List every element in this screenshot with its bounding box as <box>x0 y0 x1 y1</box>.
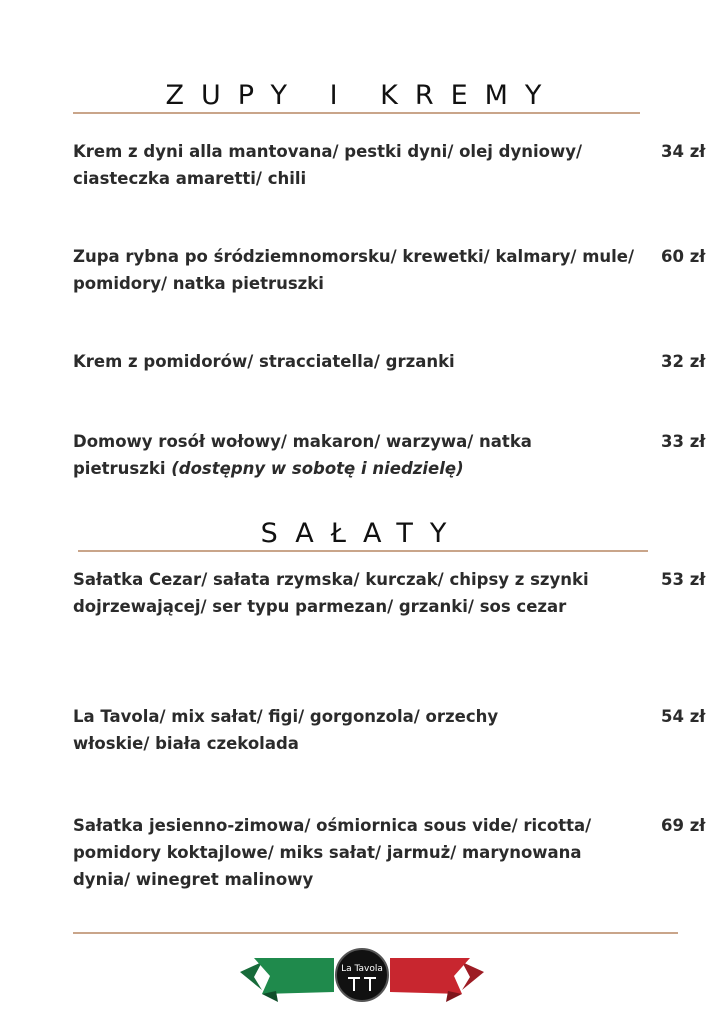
footer-divider <box>73 932 678 934</box>
menu-item <box>73 428 593 482</box>
logo-text: La Tavola <box>341 964 383 974</box>
menu-item-price: 54 zł <box>661 707 706 726</box>
menu-item-name: Krem z dyni alla mantovana/ pestki dyni/ olej dyniowy/ ciasteczka amaretti/ chili <box>73 142 583 188</box>
section-title-soups: ZUPY I KREMY <box>165 80 559 111</box>
divider <box>78 550 648 552</box>
restaurant-logo-icon <box>236 944 488 1006</box>
menu-item-name: Sałatka Cezar/ sałata rzymska/ kurczak/ chipsy z szynki dojrzewającej/ ser typu parmezan/ grzanki/ sos cezar <box>73 570 589 616</box>
section-title-salads: SAŁATY <box>260 518 464 549</box>
restaurant-logo <box>236 944 488 1006</box>
menu-item-name: La Tavola/ mix sałat/ figi/ gorgonzola/ orzechy włoskie/ biała czekolada <box>73 707 499 753</box>
menu-item-name: Domowy rosół wołowy/ makaron/ warzywa/ natka pietruszki <box>73 432 532 478</box>
menu-item-note: (dostępny w sobotę i niedzielę) <box>171 459 464 478</box>
menu-item-name: Sałatka jesienno-zimowa/ ośmiornica sous vide/ ricotta/ pomidory koktajlowe/ miks sałat/ jarmuż/ marynowana dynia/ winegret malinowy <box>73 816 592 889</box>
menu-item-price: 60 zł <box>661 247 706 266</box>
menu-item-price: 33 zł <box>661 432 706 451</box>
menu-item-name: Zupa rybna po śródziemnomorsku/ krewetki/ kalmary/ mule/ pomidory/ natka pietruszki <box>73 247 635 293</box>
menu-item-price: 34 zł <box>661 142 706 161</box>
menu-item-price: 69 zł <box>661 816 706 835</box>
menu-item-name: Krem z pomidorów/ stracciatella/ grzanki <box>73 352 455 371</box>
menu-item-price: 53 zł <box>661 570 706 589</box>
menu-item-price: 32 zł <box>661 352 706 371</box>
divider <box>73 112 640 114</box>
